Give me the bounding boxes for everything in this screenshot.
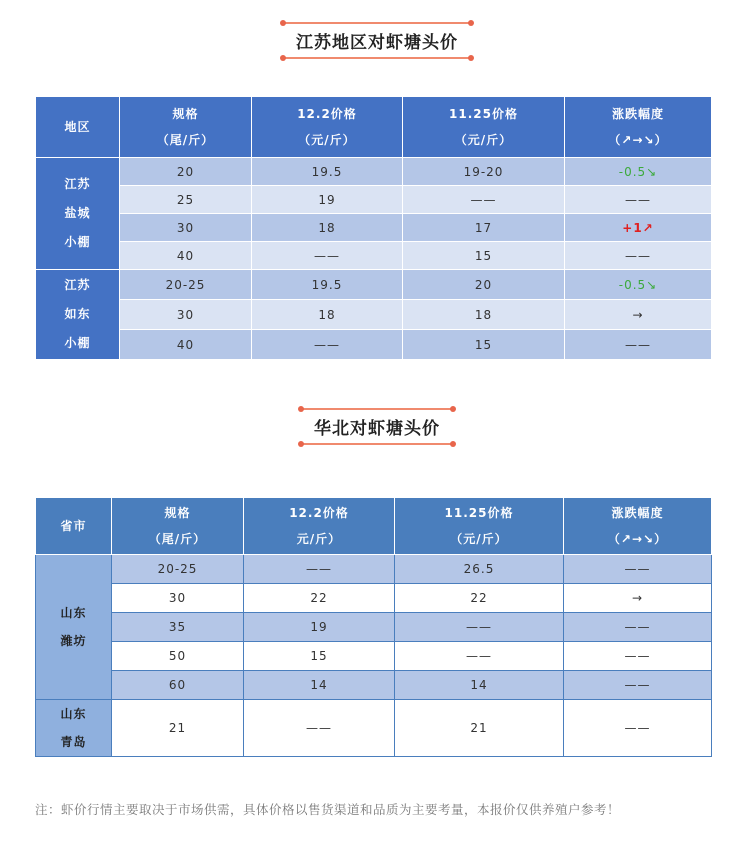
spec-cell: 20-25 bbox=[112, 555, 244, 584]
change-cell: —— bbox=[564, 671, 712, 700]
spec-cell: 21 bbox=[112, 700, 244, 757]
header-price-old: 11.25价格 （元/斤） bbox=[395, 498, 564, 555]
price-new-cell: 18 bbox=[252, 300, 403, 330]
price-old-cell: 26.5 bbox=[395, 555, 564, 584]
header-province: 省市 bbox=[36, 498, 112, 555]
spec-cell: 50 bbox=[112, 642, 244, 671]
price-old-cell: 15 bbox=[403, 330, 565, 360]
header-spec: 规格 （尾/斤） bbox=[120, 97, 252, 158]
region-cell-qingdao: 山东 青岛 bbox=[36, 700, 112, 757]
price-old-cell: —— bbox=[395, 613, 564, 642]
price-old-cell: 21 bbox=[395, 700, 564, 757]
table-row bbox=[36, 555, 712, 584]
change-cell: → bbox=[564, 584, 712, 613]
section2-title-text: 华北对虾塘头价 bbox=[314, 419, 440, 439]
price-old-cell: 15 bbox=[403, 242, 565, 270]
header-spec: 规格 （尾/斤） bbox=[112, 498, 244, 555]
spec-cell: 35 bbox=[112, 613, 244, 642]
table-row bbox=[36, 158, 712, 186]
table-header-row bbox=[36, 498, 712, 555]
change-cell: —— bbox=[565, 186, 712, 214]
table-row bbox=[36, 242, 712, 270]
change-cell: -0.5↘ bbox=[565, 158, 712, 186]
price-new-cell: 19.5 bbox=[252, 270, 403, 300]
table-row bbox=[36, 642, 712, 671]
header-change: 涨跌幅度 （↗→↘） bbox=[564, 498, 712, 555]
change-cell: —— bbox=[564, 555, 712, 584]
huabei-price-table bbox=[35, 497, 712, 757]
header-price-new: 12.2价格 （元/斤） bbox=[252, 97, 403, 158]
spec-cell: 30 bbox=[120, 300, 252, 330]
change-cell: —— bbox=[564, 700, 712, 757]
price-new-cell: —— bbox=[252, 330, 403, 360]
price-new-cell: 15 bbox=[244, 642, 395, 671]
region-cell-yancheng: 江苏 盐城 小棚 bbox=[36, 158, 120, 270]
footnote: 注：虾价行情主要取决于市场供需，具体价格以售货渠道和品质为主要考量，本报价仅供养殖户参考！ bbox=[35, 802, 621, 817]
header-change: 涨跌幅度 （↗→↘） bbox=[565, 97, 712, 158]
change-cell: —— bbox=[565, 330, 712, 360]
section1-title-text: 江苏地区对虾塘头价 bbox=[296, 33, 458, 53]
table-row bbox=[36, 584, 712, 613]
jiangsu-price-table bbox=[35, 96, 712, 360]
section2-title bbox=[302, 408, 452, 445]
price-old-cell: —— bbox=[403, 186, 565, 214]
header-region: 地区 bbox=[36, 97, 120, 158]
region-cell-rudong: 江苏 如东 小棚 bbox=[36, 270, 120, 360]
change-cell: —— bbox=[564, 613, 712, 642]
table-row bbox=[36, 186, 712, 214]
section1-title-wrap bbox=[0, 22, 754, 59]
price-old-cell: —— bbox=[395, 642, 564, 671]
spec-cell: 40 bbox=[120, 330, 252, 360]
spec-cell: 20-25 bbox=[120, 270, 252, 300]
price-old-cell: 14 bbox=[395, 671, 564, 700]
table-row bbox=[36, 700, 712, 757]
spec-cell: 40 bbox=[120, 242, 252, 270]
spec-cell: 60 bbox=[112, 671, 244, 700]
change-cell: +1↗ bbox=[565, 214, 712, 242]
table-row bbox=[36, 270, 712, 300]
change-cell: —— bbox=[565, 242, 712, 270]
table-row bbox=[36, 613, 712, 642]
price-old-cell: 22 bbox=[395, 584, 564, 613]
price-new-cell: —— bbox=[244, 555, 395, 584]
price-new-cell: 19 bbox=[252, 186, 403, 214]
spec-cell: 20 bbox=[120, 158, 252, 186]
price-new-cell: 19 bbox=[244, 613, 395, 642]
price-old-cell: 18 bbox=[403, 300, 565, 330]
price-new-cell: 18 bbox=[252, 214, 403, 242]
region-cell-weifang: 山东 潍坊 bbox=[36, 555, 112, 700]
price-new-cell: —— bbox=[252, 242, 403, 270]
table-row bbox=[36, 214, 712, 242]
spec-cell: 30 bbox=[112, 584, 244, 613]
table-row bbox=[36, 671, 712, 700]
spec-cell: 30 bbox=[120, 214, 252, 242]
header-price-new: 12.2价格 元/斤） bbox=[244, 498, 395, 555]
table-header-row bbox=[36, 97, 712, 158]
table-row bbox=[36, 300, 712, 330]
price-old-cell: 19-20 bbox=[403, 158, 565, 186]
price-new-cell: 19.5 bbox=[252, 158, 403, 186]
change-cell: —— bbox=[564, 642, 712, 671]
change-cell: → bbox=[565, 300, 712, 330]
spec-cell: 25 bbox=[120, 186, 252, 214]
price-new-cell: —— bbox=[244, 700, 395, 757]
section2-title-wrap bbox=[0, 408, 754, 445]
price-old-cell: 20 bbox=[403, 270, 565, 300]
header-price-old: 11.25价格 （元/斤） bbox=[403, 97, 565, 158]
table-row bbox=[36, 330, 712, 360]
price-old-cell: 17 bbox=[403, 214, 565, 242]
price-new-cell: 14 bbox=[244, 671, 395, 700]
price-new-cell: 22 bbox=[244, 584, 395, 613]
section1-title bbox=[284, 22, 470, 59]
change-cell: -0.5↘ bbox=[565, 270, 712, 300]
